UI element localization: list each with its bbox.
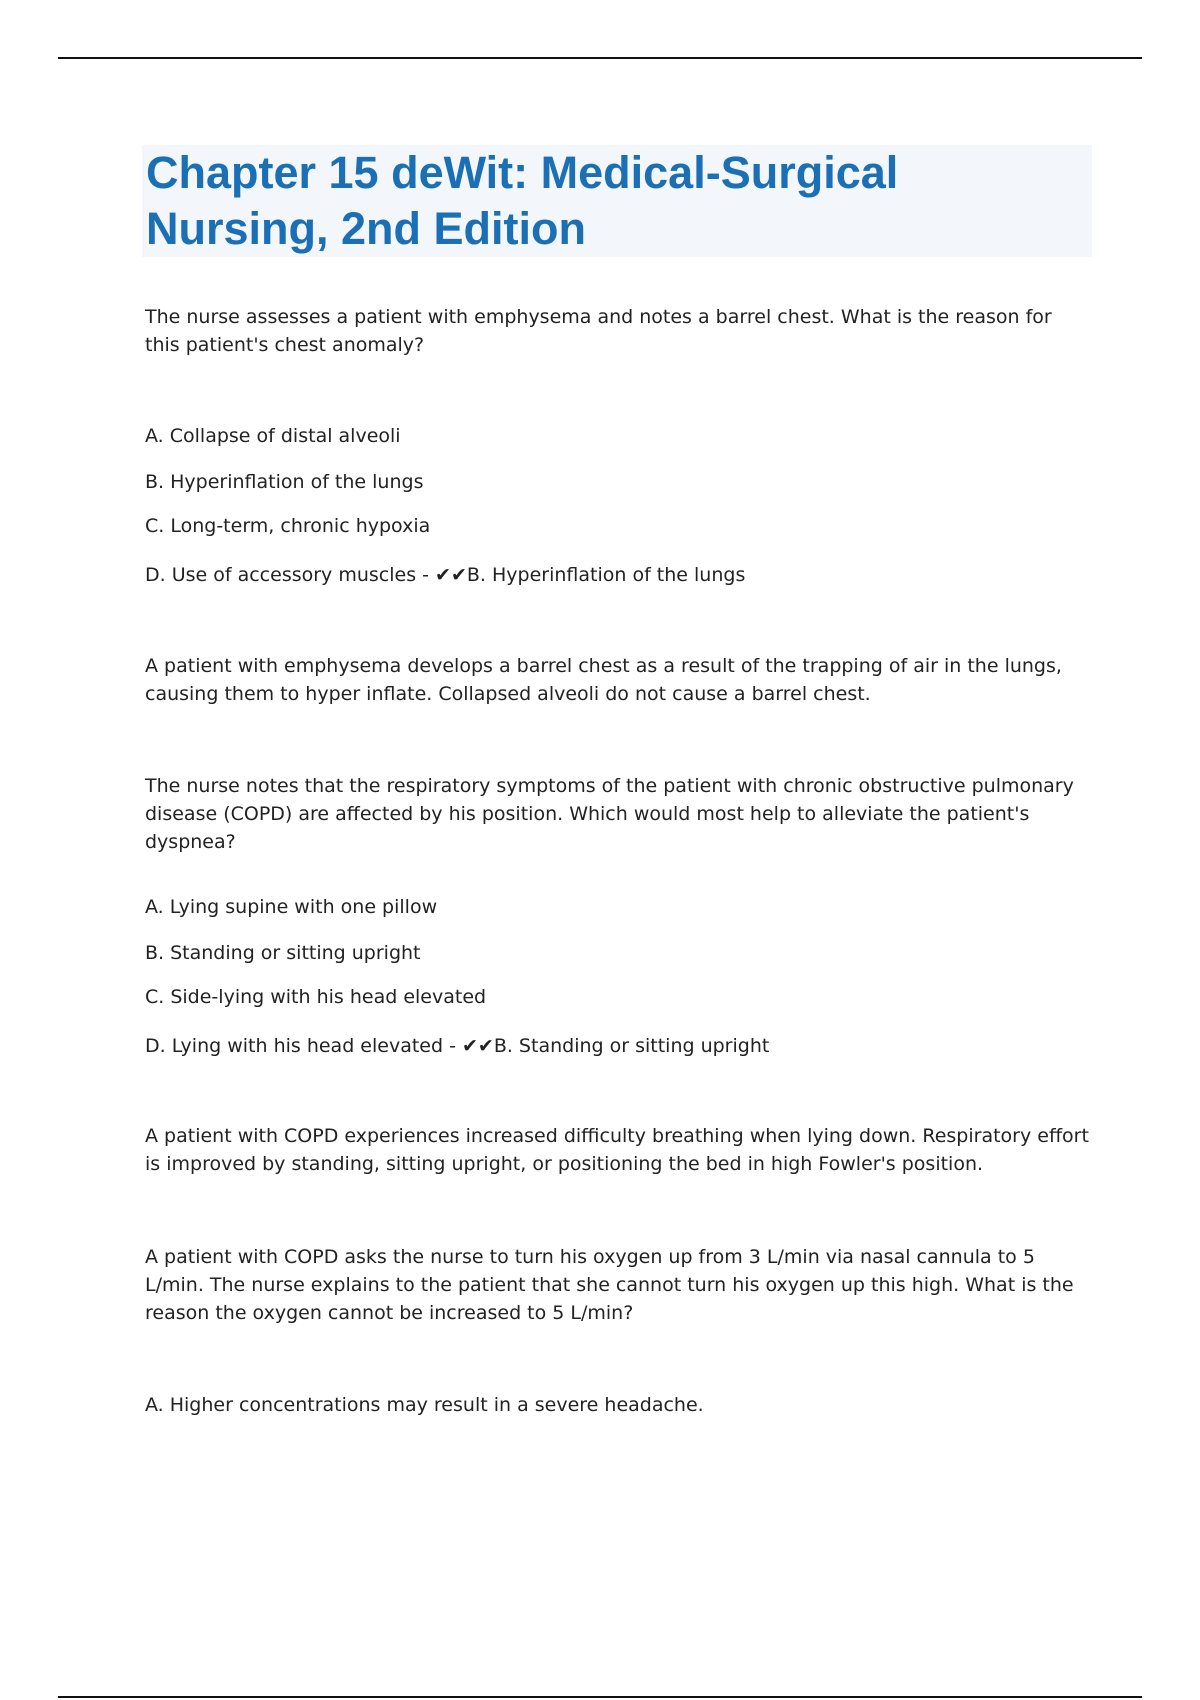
- question-1-stem: The nurse assesses a patient with emphysema and notes a barrel chest. What is the reason for this patient's chest anomaly?: [145, 306, 1052, 356]
- question-1-option-d-answer: D. Use of accessory muscles - ✔✔B. Hyperinflation of the lungs: [145, 564, 746, 586]
- document-title: Chapter 15 deWit: Medical-Surgical Nursing, 2nd Edition: [146, 147, 899, 254]
- question-3-stem: A patient with COPD asks the nurse to turn his oxygen up from 3 L/min via nasal cannula to 5 L/min. The nurse explains to the patient that she cannot turn his oxygen up this high. What is the reason the oxygen cannot be increased to 5 L/min?: [145, 1246, 1074, 1324]
- question-1-option-b: B. Hyperinflation of the lungs: [145, 471, 424, 493]
- question-1-option-a: A. Collapse of distal alveoli: [145, 425, 401, 447]
- question-3-option-a: A. Higher concentrations may result in a severe headache.: [145, 1394, 704, 1416]
- question-2-option-c: C. Side-lying with his head elevated: [145, 986, 487, 1008]
- question-2-option-b: B. Standing or sitting upright: [145, 942, 421, 964]
- bottom-rule: [58, 1696, 1142, 1698]
- question-2-stem: The nurse notes that the respiratory symptoms of the patient with chronic obstructive pulmonary disease (COPD) are affected by his position. Which would most help to alleviate the patient's dyspnea?: [145, 775, 1074, 853]
- top-rule: [58, 57, 1142, 59]
- question-2-rationale: A patient with COPD experiences increased difficulty breathing when lying down. Respiratory effort is improved by standing, sitting upright, or positioning the bed in high Fowler's position.: [145, 1125, 1089, 1175]
- question-1-rationale: A patient with emphysema develops a barrel chest as a result of the trapping of air in the lungs, causing them to hyper inflate. Collapsed alveoli do not cause a barrel chest.: [145, 655, 1062, 705]
- question-2-option-d-answer: D. Lying with his head elevated - ✔✔B. Standing or sitting upright: [145, 1035, 770, 1057]
- question-1-option-c: C. Long-term, chronic hypoxia: [145, 515, 431, 537]
- question-2-option-a: A. Lying supine with one pillow: [145, 896, 438, 918]
